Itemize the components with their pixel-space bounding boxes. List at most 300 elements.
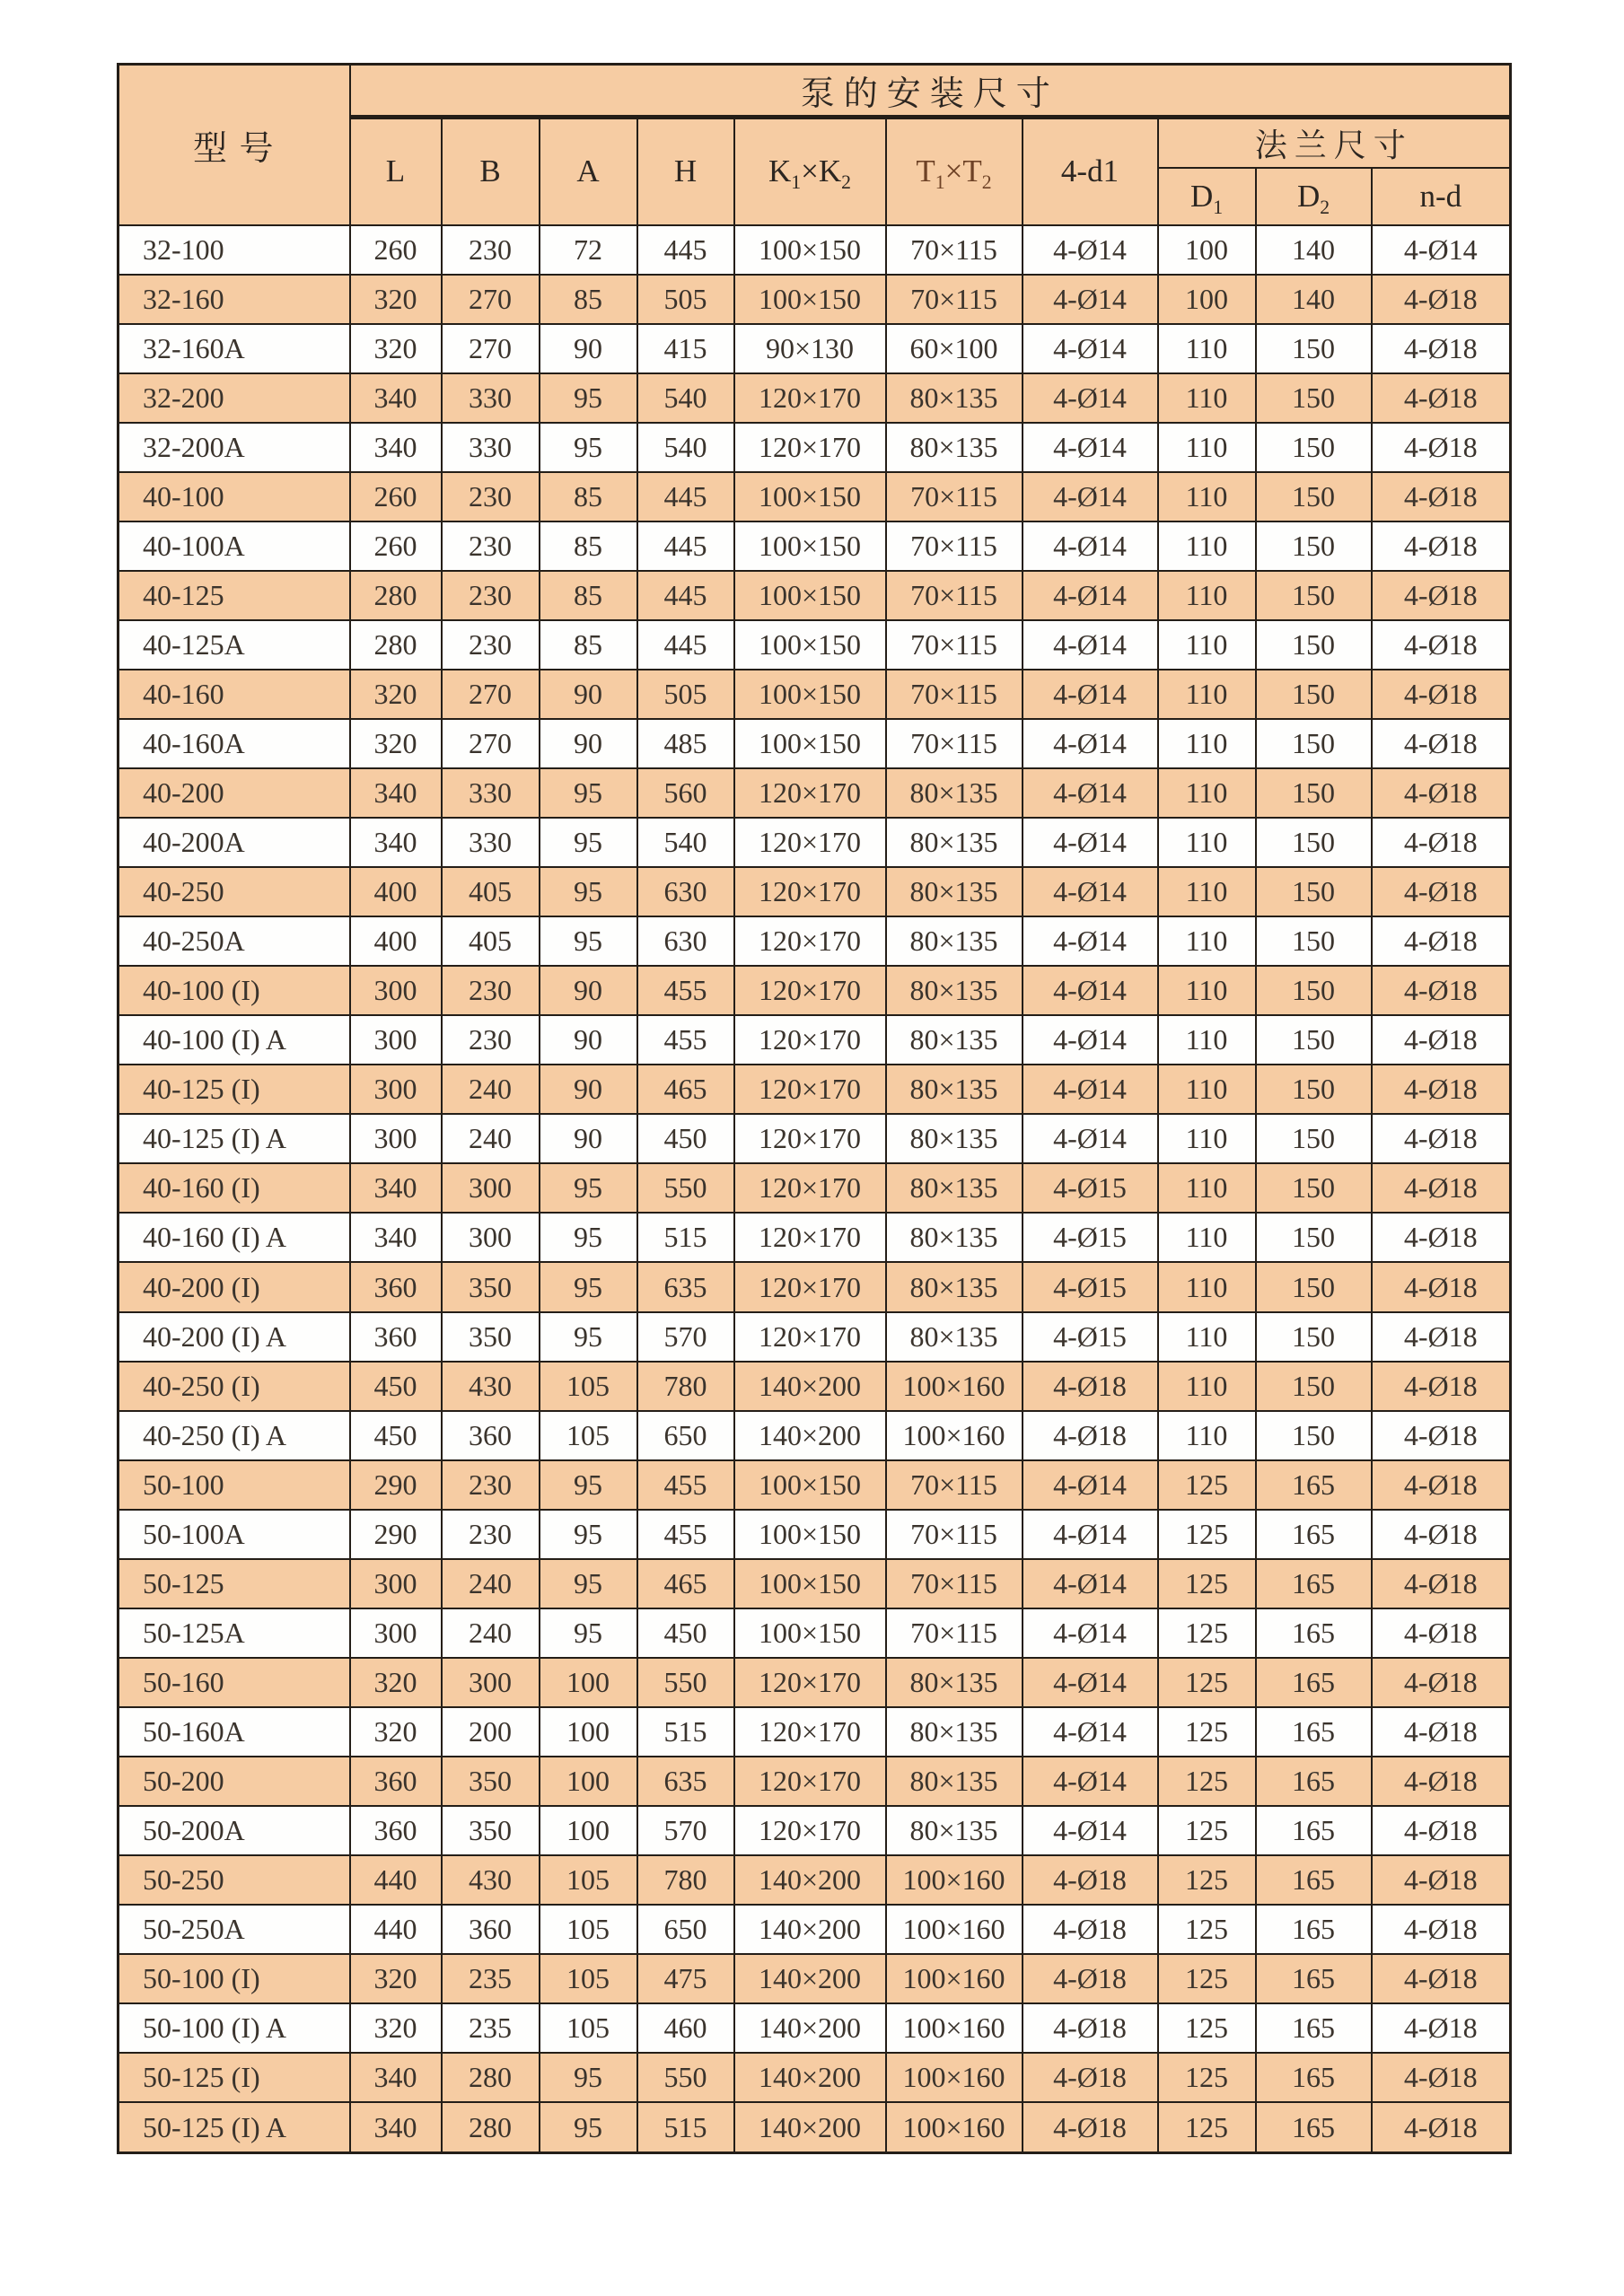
value-cell: 270 bbox=[442, 670, 540, 719]
value-cell: 150 bbox=[1256, 571, 1372, 620]
value-cell: 4-Ø14 bbox=[1023, 719, 1158, 768]
value-cell: 140 bbox=[1256, 225, 1372, 275]
value-cell: 110 bbox=[1158, 1163, 1256, 1213]
value-cell: 290 bbox=[350, 1510, 442, 1559]
value-cell: 330 bbox=[442, 373, 540, 423]
model-cell: 32-160A bbox=[119, 324, 350, 373]
value-cell: 125 bbox=[1158, 1658, 1256, 1707]
value-cell: 70×115 bbox=[886, 670, 1023, 719]
value-cell: 445 bbox=[637, 472, 734, 521]
value-cell: 570 bbox=[637, 1312, 734, 1362]
value-cell: 110 bbox=[1158, 1411, 1256, 1460]
value-cell: 120×170 bbox=[734, 1163, 886, 1213]
column-header-K1K2: $K_1\times K_2$ bbox=[734, 118, 886, 225]
table-row bbox=[119, 1510, 1511, 1559]
value-cell: 230 bbox=[442, 966, 540, 1015]
value-cell: 100 bbox=[540, 1658, 637, 1707]
value-cell: 4-Ø18 bbox=[1372, 768, 1511, 818]
value-cell: 110 bbox=[1158, 966, 1256, 1015]
value-cell: 120×170 bbox=[734, 1065, 886, 1114]
value-cell: 4-Ø14 bbox=[1023, 670, 1158, 719]
value-cell: 125 bbox=[1158, 1954, 1256, 2003]
value-cell: 150 bbox=[1256, 521, 1372, 571]
value-cell: 450 bbox=[350, 1362, 442, 1411]
value-cell: 70×115 bbox=[886, 1608, 1023, 1658]
value-cell: 4-Ø14 bbox=[1023, 1608, 1158, 1658]
value-cell: 4-Ø18 bbox=[1372, 1262, 1511, 1311]
value-cell: 100×150 bbox=[734, 225, 886, 275]
value-cell: 70×115 bbox=[886, 571, 1023, 620]
value-cell: 280 bbox=[350, 571, 442, 620]
value-cell: 80×135 bbox=[886, 1707, 1023, 1757]
value-cell: 90 bbox=[540, 966, 637, 1015]
value-cell: 80×135 bbox=[886, 916, 1023, 966]
value-cell: 4-Ø14 bbox=[1023, 1510, 1158, 1559]
value-cell: 110 bbox=[1158, 472, 1256, 521]
value-cell: 4-Ø15 bbox=[1023, 1213, 1158, 1262]
value-cell: 100×150 bbox=[734, 1608, 886, 1658]
model-cell: 50-100 (I) A bbox=[119, 2003, 350, 2053]
value-cell: 630 bbox=[637, 867, 734, 916]
value-cell: 110 bbox=[1158, 620, 1256, 670]
value-cell: 340 bbox=[350, 818, 442, 867]
value-cell: 80×135 bbox=[886, 373, 1023, 423]
value-cell: 4-Ø18 bbox=[1372, 670, 1511, 719]
header-row-title bbox=[119, 65, 1511, 118]
value-cell: 125 bbox=[1158, 2003, 1256, 2053]
value-cell: 105 bbox=[540, 1954, 637, 2003]
value-cell: 350 bbox=[442, 1262, 540, 1311]
value-cell: 400 bbox=[350, 916, 442, 966]
value-cell: 200 bbox=[442, 1707, 540, 1757]
pump-dimensions-table-wrap bbox=[117, 63, 1509, 2154]
value-cell: 440 bbox=[350, 1905, 442, 1954]
value-cell: 100×150 bbox=[734, 670, 886, 719]
value-cell: 70×115 bbox=[886, 1510, 1023, 1559]
model-cell: 32-160 bbox=[119, 275, 350, 324]
value-cell: 4-Ø14 bbox=[1023, 1015, 1158, 1065]
value-cell: 4-Ø18 bbox=[1372, 571, 1511, 620]
value-cell: 540 bbox=[637, 373, 734, 423]
value-cell: 110 bbox=[1158, 571, 1256, 620]
value-cell: 150 bbox=[1256, 719, 1372, 768]
value-cell: 110 bbox=[1158, 521, 1256, 571]
table-row bbox=[119, 1163, 1511, 1213]
value-cell: 140×200 bbox=[734, 1362, 886, 1411]
value-cell: 125 bbox=[1158, 2053, 1256, 2102]
value-cell: 120×170 bbox=[734, 966, 886, 1015]
value-cell: 95 bbox=[540, 818, 637, 867]
value-cell: 445 bbox=[637, 620, 734, 670]
table-row bbox=[119, 1757, 1511, 1806]
value-cell: 140×200 bbox=[734, 1954, 886, 2003]
value-cell: 90×130 bbox=[734, 324, 886, 373]
table-row bbox=[119, 1362, 1511, 1411]
value-cell: 4-Ø18 bbox=[1372, 1707, 1511, 1757]
value-cell: 80×135 bbox=[886, 1163, 1023, 1213]
column-header-n-d: n-d bbox=[1372, 168, 1511, 225]
value-cell: 120×170 bbox=[734, 1312, 886, 1362]
value-cell: 140×200 bbox=[734, 1855, 886, 1905]
value-cell: 4-Ø18 bbox=[1372, 1213, 1511, 1262]
value-cell: 320 bbox=[350, 1658, 442, 1707]
value-cell: 650 bbox=[637, 1905, 734, 1954]
value-cell: 505 bbox=[637, 670, 734, 719]
value-cell: 290 bbox=[350, 1460, 442, 1510]
value-cell: 70×115 bbox=[886, 225, 1023, 275]
value-cell: 100×160 bbox=[886, 2053, 1023, 2102]
value-cell: 140×200 bbox=[734, 2003, 886, 2053]
value-cell: 4-Ø14 bbox=[1023, 1707, 1158, 1757]
value-cell: 165 bbox=[1256, 2102, 1372, 2152]
value-cell: 150 bbox=[1256, 1312, 1372, 1362]
model-cell: 40-160 (I) A bbox=[119, 1213, 350, 1262]
value-cell: 100×150 bbox=[734, 1559, 886, 1608]
value-cell: 4-Ø18 bbox=[1023, 1905, 1158, 1954]
value-cell: 4-Ø14 bbox=[1023, 324, 1158, 373]
table-row bbox=[119, 225, 1511, 275]
value-cell: 120×170 bbox=[734, 1658, 886, 1707]
model-cell: 40-160A bbox=[119, 719, 350, 768]
table-row bbox=[119, 966, 1511, 1015]
value-cell: 80×135 bbox=[886, 1213, 1023, 1262]
value-cell: 70×115 bbox=[886, 521, 1023, 571]
value-cell: 165 bbox=[1256, 1806, 1372, 1855]
value-cell: 280 bbox=[442, 2102, 540, 2152]
value-cell: 4-Ø18 bbox=[1372, 521, 1511, 571]
value-cell: 340 bbox=[350, 2102, 442, 2152]
value-cell: 90 bbox=[540, 670, 637, 719]
model-cell: 32-200A bbox=[119, 423, 350, 472]
value-cell: 125 bbox=[1158, 1855, 1256, 1905]
value-cell: 360 bbox=[350, 1806, 442, 1855]
model-cell: 32-200 bbox=[119, 373, 350, 423]
model-cell: 40-200 (I) A bbox=[119, 1312, 350, 1362]
value-cell: 165 bbox=[1256, 2003, 1372, 2053]
value-cell: 100×150 bbox=[734, 472, 886, 521]
table-row bbox=[119, 521, 1511, 571]
table-row bbox=[119, 620, 1511, 670]
value-cell: 4-Ø14 bbox=[1023, 1757, 1158, 1806]
value-cell: 300 bbox=[350, 1065, 442, 1114]
value-cell: 4-Ø18 bbox=[1372, 818, 1511, 867]
value-cell: 650 bbox=[637, 1411, 734, 1460]
model-cell: 50-100A bbox=[119, 1510, 350, 1559]
value-cell: 105 bbox=[540, 1855, 637, 1905]
value-cell: 90 bbox=[540, 719, 637, 768]
value-cell: 515 bbox=[637, 1213, 734, 1262]
table-row bbox=[119, 1312, 1511, 1362]
table-row bbox=[119, 423, 1511, 472]
value-cell: 630 bbox=[637, 916, 734, 966]
column-header-T1T2: $T_1\times T_2$ bbox=[886, 118, 1023, 225]
value-cell: 320 bbox=[350, 275, 442, 324]
value-cell: 270 bbox=[442, 324, 540, 373]
model-cell: 32-100 bbox=[119, 225, 350, 275]
table-row bbox=[119, 1806, 1511, 1855]
value-cell: 4-Ø14 bbox=[1023, 275, 1158, 324]
table-row bbox=[119, 670, 1511, 719]
value-cell: 165 bbox=[1256, 1559, 1372, 1608]
value-cell: 100×150 bbox=[734, 571, 886, 620]
table-row bbox=[119, 1658, 1511, 1707]
model-cell: 40-125A bbox=[119, 620, 350, 670]
value-cell: 95 bbox=[540, 373, 637, 423]
value-cell: 4-Ø14 bbox=[1023, 1460, 1158, 1510]
value-cell: 540 bbox=[637, 818, 734, 867]
value-cell: 780 bbox=[637, 1855, 734, 1905]
value-cell: 120×170 bbox=[734, 1757, 886, 1806]
column-header-4-d1: 4-d1 bbox=[1023, 118, 1158, 225]
value-cell: 85 bbox=[540, 472, 637, 521]
value-cell: 100 bbox=[1158, 275, 1256, 324]
value-cell: 4-Ø18 bbox=[1372, 1114, 1511, 1163]
value-cell: 4-Ø18 bbox=[1372, 916, 1511, 966]
value-cell: 415 bbox=[637, 324, 734, 373]
value-cell: 100×150 bbox=[734, 719, 886, 768]
table-row bbox=[119, 719, 1511, 768]
value-cell: 100×160 bbox=[886, 1362, 1023, 1411]
value-cell: 80×135 bbox=[886, 1312, 1023, 1362]
value-cell: 455 bbox=[637, 1015, 734, 1065]
value-cell: 100×160 bbox=[886, 1905, 1023, 1954]
value-cell: 105 bbox=[540, 1362, 637, 1411]
value-cell: 4-Ø18 bbox=[1372, 1460, 1511, 1510]
value-cell: 100×150 bbox=[734, 275, 886, 324]
value-cell: 150 bbox=[1256, 1015, 1372, 1065]
install-dimensions-header: 泵的安装尺寸 bbox=[350, 65, 1511, 118]
value-cell: 95 bbox=[540, 2102, 637, 2152]
value-cell: 100×150 bbox=[734, 1510, 886, 1559]
value-cell: 4-Ø18 bbox=[1372, 1510, 1511, 1559]
value-cell: 90 bbox=[540, 1015, 637, 1065]
value-cell: 4-Ø15 bbox=[1023, 1163, 1158, 1213]
value-cell: 4-Ø18 bbox=[1372, 1855, 1511, 1905]
value-cell: 340 bbox=[350, 1163, 442, 1213]
value-cell: 540 bbox=[637, 423, 734, 472]
value-cell: 150 bbox=[1256, 1114, 1372, 1163]
value-cell: 230 bbox=[442, 1460, 540, 1510]
value-cell: 515 bbox=[637, 2102, 734, 2152]
table-row bbox=[119, 1905, 1511, 1954]
value-cell: 4-Ø14 bbox=[1023, 966, 1158, 1015]
value-cell: 4-Ø14 bbox=[1023, 571, 1158, 620]
value-cell: 95 bbox=[540, 1213, 637, 1262]
value-cell: 320 bbox=[350, 719, 442, 768]
value-cell: 70×115 bbox=[886, 472, 1023, 521]
value-cell: 445 bbox=[637, 521, 734, 571]
value-cell: 165 bbox=[1256, 1460, 1372, 1510]
value-cell: 465 bbox=[637, 1065, 734, 1114]
value-cell: 240 bbox=[442, 1065, 540, 1114]
value-cell: 110 bbox=[1158, 324, 1256, 373]
table-row bbox=[119, 324, 1511, 373]
table-row bbox=[119, 1262, 1511, 1311]
value-cell: 320 bbox=[350, 1954, 442, 2003]
table-row bbox=[119, 1065, 1511, 1114]
value-cell: 100 bbox=[540, 1757, 637, 1806]
value-cell: 140×200 bbox=[734, 1411, 886, 1460]
value-cell: 95 bbox=[540, 423, 637, 472]
table-row bbox=[119, 1015, 1511, 1065]
model-cell: 50-100 (I) bbox=[119, 1954, 350, 2003]
value-cell: 150 bbox=[1256, 670, 1372, 719]
value-cell: 4-Ø14 bbox=[1023, 1114, 1158, 1163]
value-cell: 80×135 bbox=[886, 1262, 1023, 1311]
value-cell: 560 bbox=[637, 768, 734, 818]
value-cell: 140 bbox=[1256, 275, 1372, 324]
value-cell: 100 bbox=[540, 1707, 637, 1757]
model-cell: 40-200 bbox=[119, 768, 350, 818]
table-row bbox=[119, 1114, 1511, 1163]
value-cell: 570 bbox=[637, 1806, 734, 1855]
value-cell: 125 bbox=[1158, 1806, 1256, 1855]
value-cell: 330 bbox=[442, 423, 540, 472]
value-cell: 165 bbox=[1256, 1707, 1372, 1757]
value-cell: 70×115 bbox=[886, 620, 1023, 670]
value-cell: 360 bbox=[442, 1905, 540, 1954]
value-cell: 4-Ø14 bbox=[1023, 768, 1158, 818]
value-cell: 505 bbox=[637, 275, 734, 324]
value-cell: 125 bbox=[1158, 1707, 1256, 1757]
value-cell: 95 bbox=[540, 1163, 637, 1213]
value-cell: 340 bbox=[350, 423, 442, 472]
value-cell: 100×150 bbox=[734, 620, 886, 670]
value-cell: 430 bbox=[442, 1855, 540, 1905]
value-cell: 95 bbox=[540, 867, 637, 916]
model-cell: 50-125 bbox=[119, 1559, 350, 1608]
value-cell: 120×170 bbox=[734, 1015, 886, 1065]
model-cell: 50-125A bbox=[119, 1608, 350, 1658]
value-cell: 110 bbox=[1158, 768, 1256, 818]
value-cell: 4-Ø14 bbox=[1023, 373, 1158, 423]
value-cell: 70×115 bbox=[886, 275, 1023, 324]
value-cell: 235 bbox=[442, 2003, 540, 2053]
value-cell: 260 bbox=[350, 521, 442, 571]
table-row bbox=[119, 768, 1511, 818]
table-row bbox=[119, 1213, 1511, 1262]
value-cell: 4-Ø18 bbox=[1372, 1806, 1511, 1855]
value-cell: 165 bbox=[1256, 1954, 1372, 2003]
value-cell: 120×170 bbox=[734, 916, 886, 966]
value-cell: 445 bbox=[637, 571, 734, 620]
value-cell: 4-Ø14 bbox=[1023, 1559, 1158, 1608]
table-row bbox=[119, 1855, 1511, 1905]
value-cell: 230 bbox=[442, 571, 540, 620]
value-cell: 360 bbox=[350, 1312, 442, 1362]
value-cell: 105 bbox=[540, 1411, 637, 1460]
value-cell: 150 bbox=[1256, 1163, 1372, 1213]
value-cell: 405 bbox=[442, 916, 540, 966]
value-cell: 100×160 bbox=[886, 2102, 1023, 2152]
value-cell: 450 bbox=[350, 1411, 442, 1460]
table-row bbox=[119, 373, 1511, 423]
value-cell: 260 bbox=[350, 472, 442, 521]
value-cell: 4-Ø18 bbox=[1023, 1411, 1158, 1460]
value-cell: 95 bbox=[540, 768, 637, 818]
table-row bbox=[119, 1460, 1511, 1510]
value-cell: 455 bbox=[637, 1460, 734, 1510]
value-cell: 100×150 bbox=[734, 1460, 886, 1510]
value-cell: 450 bbox=[637, 1114, 734, 1163]
model-column-header: 型 号 bbox=[119, 65, 350, 225]
value-cell: 110 bbox=[1158, 1262, 1256, 1311]
value-cell: 4-Ø14 bbox=[1023, 818, 1158, 867]
value-cell: 4-Ø18 bbox=[1372, 1362, 1511, 1411]
model-cell: 40-250A bbox=[119, 916, 350, 966]
value-cell: 360 bbox=[350, 1262, 442, 1311]
value-cell: 4-Ø18 bbox=[1372, 867, 1511, 916]
value-cell: 240 bbox=[442, 1114, 540, 1163]
value-cell: 4-Ø14 bbox=[1023, 1065, 1158, 1114]
value-cell: 95 bbox=[540, 2053, 637, 2102]
table-row bbox=[119, 916, 1511, 966]
value-cell: 90 bbox=[540, 324, 637, 373]
value-cell: 4-Ø14 bbox=[1023, 916, 1158, 966]
value-cell: 280 bbox=[442, 2053, 540, 2102]
model-cell: 40-125 (I) A bbox=[119, 1114, 350, 1163]
value-cell: 4-Ø18 bbox=[1023, 2053, 1158, 2102]
value-cell: 4-Ø14 bbox=[1023, 225, 1158, 275]
value-cell: 360 bbox=[442, 1411, 540, 1460]
value-cell: 95 bbox=[540, 1460, 637, 1510]
pump-dimensions-table bbox=[117, 63, 1512, 2154]
value-cell: 4-Ø18 bbox=[1372, 1015, 1511, 1065]
value-cell: 100×160 bbox=[886, 1411, 1023, 1460]
column-header-D2: $D_2$ bbox=[1256, 168, 1372, 225]
value-cell: 4-Ø18 bbox=[1372, 1905, 1511, 1954]
value-cell: 140×200 bbox=[734, 1905, 886, 1954]
model-cell: 40-100 (I) A bbox=[119, 1015, 350, 1065]
value-cell: 300 bbox=[350, 1015, 442, 1065]
value-cell: 80×135 bbox=[886, 1114, 1023, 1163]
value-cell: 4-Ø18 bbox=[1023, 1362, 1158, 1411]
value-cell: 4-Ø14 bbox=[1023, 423, 1158, 472]
value-cell: 4-Ø15 bbox=[1023, 1312, 1158, 1362]
value-cell: 465 bbox=[637, 1559, 734, 1608]
value-cell: 120×170 bbox=[734, 867, 886, 916]
value-cell: 85 bbox=[540, 275, 637, 324]
value-cell: 4-Ø15 bbox=[1023, 1262, 1158, 1311]
value-cell: 350 bbox=[442, 1312, 540, 1362]
model-cell: 40-200A bbox=[119, 818, 350, 867]
column-header-D1: $D_1$ bbox=[1158, 168, 1256, 225]
value-cell: 150 bbox=[1256, 472, 1372, 521]
value-cell: 80×135 bbox=[886, 966, 1023, 1015]
value-cell: 120×170 bbox=[734, 1707, 886, 1757]
value-cell: 230 bbox=[442, 225, 540, 275]
value-cell: 4-Ø14 bbox=[1023, 867, 1158, 916]
value-cell: 300 bbox=[350, 1559, 442, 1608]
value-cell: 320 bbox=[350, 2003, 442, 2053]
value-cell: 4-Ø18 bbox=[1372, 1411, 1511, 1460]
value-cell: 80×135 bbox=[886, 423, 1023, 472]
table-header bbox=[119, 65, 1511, 225]
value-cell: 320 bbox=[350, 1707, 442, 1757]
value-cell: 140×200 bbox=[734, 2053, 886, 2102]
value-cell: 125 bbox=[1158, 2102, 1256, 2152]
value-cell: 405 bbox=[442, 867, 540, 916]
value-cell: 300 bbox=[442, 1213, 540, 1262]
value-cell: 4-Ø14 bbox=[1023, 521, 1158, 571]
value-cell: 80×135 bbox=[886, 1065, 1023, 1114]
value-cell: 4-Ø18 bbox=[1372, 1559, 1511, 1608]
value-cell: 80×135 bbox=[886, 768, 1023, 818]
table-row bbox=[119, 275, 1511, 324]
model-cell: 40-250 (I) A bbox=[119, 1411, 350, 1460]
value-cell: 240 bbox=[442, 1608, 540, 1658]
value-cell: 95 bbox=[540, 1510, 637, 1559]
